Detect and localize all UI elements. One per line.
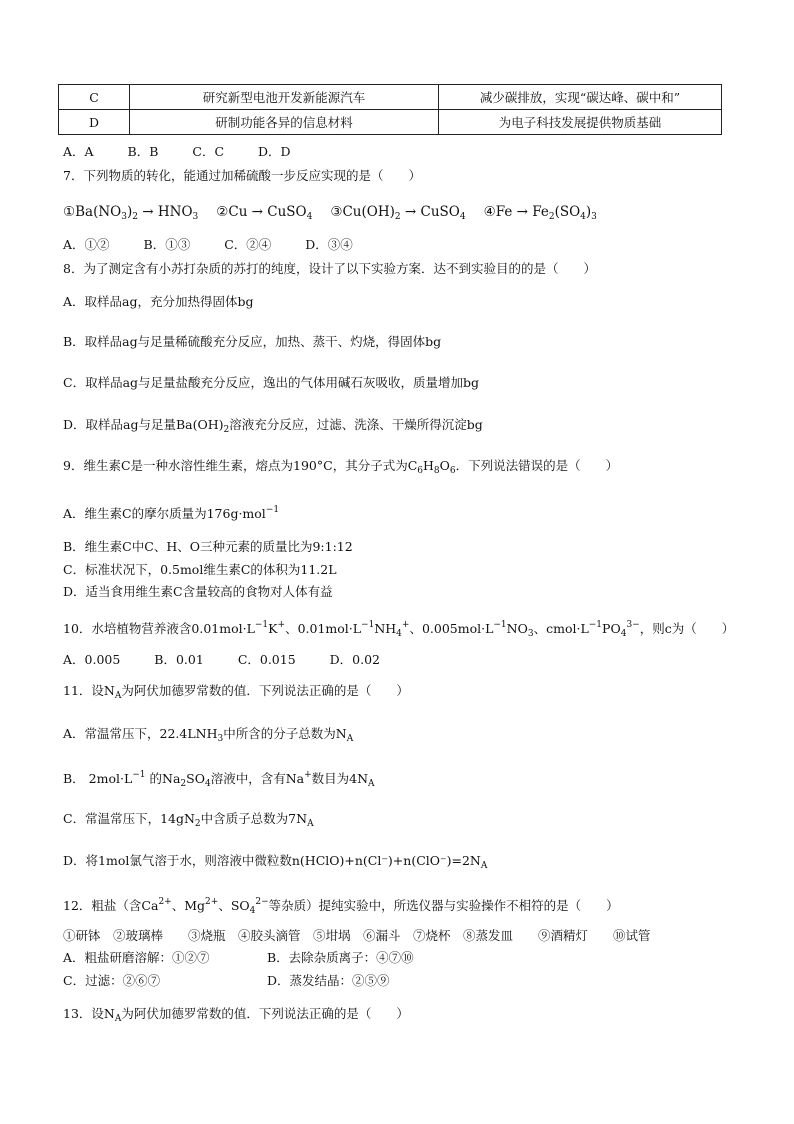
q12-stem: 12．粗盐（含$Ca^{2+}$、$Mg^{2+}$、$SO_4^{2-}$等杂质）提纯实验中，所选仪器与实验操作不相符的是（ ） bbox=[63, 897, 619, 916]
q10-options: A．0.005 B．0.01 C．0.015 D．0.02 bbox=[63, 652, 381, 667]
q8-option-a: A．取样品ag，充分加热得固体bg bbox=[63, 294, 254, 309]
q7-options: A．①② B．①③ C．②④ D．③④ bbox=[63, 237, 353, 252]
q11-option-b: B． $2mol\cdot L^{-1}$ 的$Na_2SO_4$溶液中，含有Na+数目为$4N_A$ bbox=[63, 770, 375, 789]
row-measure: 研究新型电池开发新能源汽车 bbox=[130, 85, 439, 110]
q12-options-ab: A．粗盐研磨溶解：①②⑦ B．去除杂质离子：④⑦⑩ bbox=[63, 950, 414, 965]
q9-option-b: B．维生素C中C、H、O三种元素的质量比为9:1:12 bbox=[63, 539, 353, 554]
q9-option-d: D．适当食用维生素C含量较高的食物对人体有益 bbox=[63, 584, 333, 599]
row-key: C bbox=[59, 85, 130, 110]
q12-instruments: ①研钵 ②玻璃棒 ③烧瓶 ④胶头滴管 ⑤坩埚 ⑥漏斗 ⑦烧杯 ⑧蒸发皿 ⑨酒精灯 ⑩试管 bbox=[63, 928, 651, 943]
q12-options-cd: C．过滤：②⑥⑦ D．蒸发结晶：②⑤⑨ bbox=[63, 973, 390, 988]
q8-option-c: C．取样品ag与足量盐酸充分反应，逸出的气体用碱石灰吸收，质量增加bg bbox=[63, 375, 480, 390]
table-row bbox=[59, 110, 722, 135]
q9-option-c: C．标准状况下，0.5mol维生素C的体积为11.2L bbox=[63, 562, 337, 577]
q11-stem: 11．设$N_A$为阿伏加德罗常数的值．下列说法正确的是（ ） bbox=[63, 683, 409, 701]
q9-stem: 9．维生素C是一种水溶性维生素，熔点为190°C，其分子式为$C_6H_8O_6$．下列说法错误的是（ ） bbox=[63, 458, 619, 476]
q8-option-d: D．取样品ag与足量$Ba(OH)_2$溶液充分反应，过滤、洗涤、干燥所得沉淀bg bbox=[63, 417, 483, 435]
row-key: D bbox=[59, 110, 130, 135]
q8-stem: 8．为了测定含有小苏打杂质的苏打的纯度，设计了以下实验方案．达不到实验目的的是（ ） bbox=[63, 261, 596, 276]
q10-stem: 10．水培植物营养液含$0.01mol\cdot L^{-1}K^+$、$0.01mol\cdot L^{-1}NH_4^+$、$0.005mol\cdot L^{-1}NO_3$、$cmol\cdot L^{-1}PO_4^{3-}$，则c为（ ） bbox=[63, 620, 735, 639]
row-purpose: 减少碳排放，实现“碳达峰、碳中和” bbox=[439, 85, 722, 110]
q7-reactions: $①Ba(NO_3)_2 \to HNO_3$ ②Cu → CuSO$_4$ $③Cu(OH)_2$ → CuSO$_4$ ④Fe → $Fe_2(SO_4)_3$ bbox=[63, 204, 597, 222]
q6-options: A．A B．B C．C D．D bbox=[63, 144, 291, 159]
q13-stem: 13．设$N_A$为阿伏加德罗常数的值．下列说法正确的是（ ） bbox=[63, 1006, 409, 1024]
row-purpose: 为电子科技发展提供物质基础 bbox=[439, 110, 722, 135]
table-row bbox=[59, 85, 722, 110]
options-table bbox=[58, 84, 722, 135]
q9-option-a: A．维生素C的摩尔质量为176g·mol$^{-1}$ bbox=[63, 505, 280, 521]
q7-stem: 7．下列物质的转化，能通过加稀硫酸一步反应实现的是（ ） bbox=[63, 168, 421, 183]
q8-option-b: B．取样品ag与足量稀硫酸充分反应，加热、蒸干、灼烧，得固体bg bbox=[63, 334, 442, 349]
q11-option-d: D．将1mol氯气溶于水，则溶液中微粒数$n(HClO)+n(Cl^-)+n(ClO^-)=2N_A$ bbox=[63, 853, 488, 871]
q11-option-c: C．常温常压下，$14gN_2$中含质子总数为$7N_A$ bbox=[63, 811, 314, 829]
row-measure: 研制功能各异的信息材料 bbox=[130, 110, 439, 135]
q11-option-a: A．常温常压下，$22.4LNH_3$中所含的分子总数为$N_A$ bbox=[63, 726, 354, 744]
